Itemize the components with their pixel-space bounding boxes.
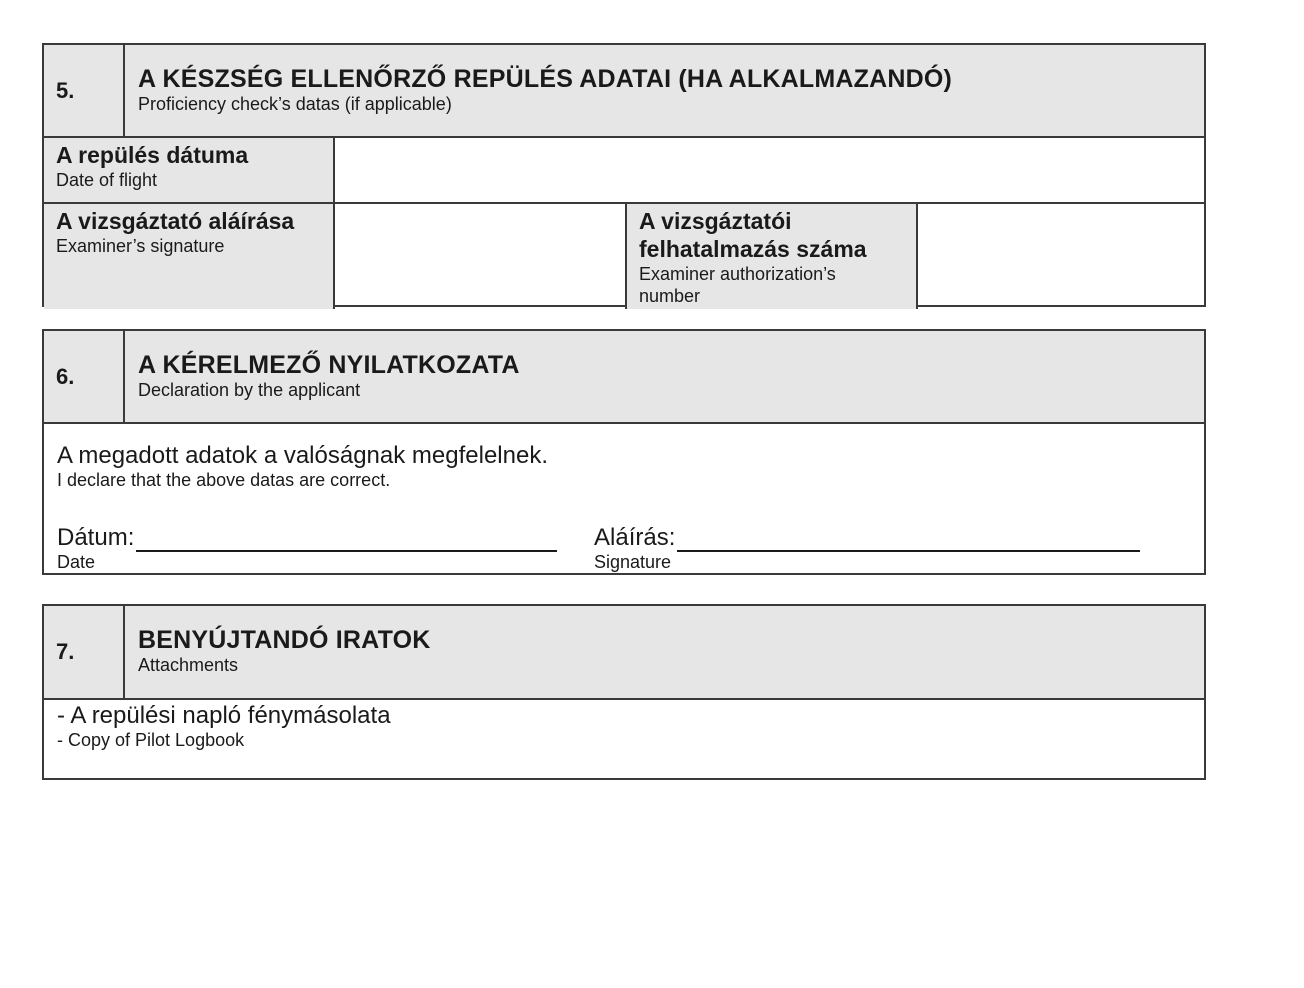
date-of-flight-label bbox=[44, 138, 335, 202]
section-title bbox=[125, 331, 520, 422]
date-of-flight-field[interactable] bbox=[335, 138, 1204, 202]
section-6-declaration bbox=[42, 329, 1206, 575]
examiner-authorization-label bbox=[627, 204, 918, 309]
section-title bbox=[125, 606, 431, 698]
signature-input-line[interactable] bbox=[677, 526, 1140, 552]
section-5-header bbox=[44, 45, 1204, 138]
date-label-en: Date bbox=[57, 552, 96, 572]
signature-label-hu: Aláírás: bbox=[594, 524, 676, 551]
examiner-signature-label-en: Examiner’s signature bbox=[56, 236, 225, 256]
signature-field bbox=[594, 524, 1140, 572]
examiner-signature-label-hu: A vizsgáztató aláírása bbox=[56, 208, 295, 234]
date-input-line[interactable] bbox=[136, 526, 557, 552]
declaration-statement-en: I declare that the above datas are correct. bbox=[57, 470, 391, 490]
section-title-hu: BENYÚJTANDÓ IRATOK bbox=[138, 626, 431, 654]
section-number: 6. bbox=[44, 331, 125, 422]
declaration-statement bbox=[44, 424, 1204, 490]
date-label-hu: Dátum: bbox=[57, 524, 135, 551]
examiner-row bbox=[44, 204, 1204, 309]
date-field bbox=[57, 524, 557, 572]
date-of-flight-label-hu: A repülés dátuma bbox=[56, 142, 249, 168]
declaration-statement-hu: A megadott adatok a valóságnak megfelelnek. bbox=[57, 442, 548, 469]
section-7-header bbox=[44, 606, 1204, 700]
examiner-signature-field[interactable] bbox=[335, 204, 627, 309]
examiner-authorization-field[interactable] bbox=[918, 204, 1204, 309]
section-7-attachments bbox=[42, 604, 1206, 780]
section-number: 5. bbox=[44, 45, 125, 136]
section-title bbox=[125, 45, 952, 136]
section-title-en: Declaration by the applicant bbox=[138, 380, 361, 400]
examiner-signature-label bbox=[44, 204, 335, 309]
signature-label-en: Signature bbox=[594, 552, 672, 572]
date-of-flight-label-en: Date of flight bbox=[56, 170, 158, 190]
attachment-list-item bbox=[44, 700, 1204, 750]
date-of-flight-row bbox=[44, 138, 1204, 204]
examiner-authorization-label-hu: A vizsgáztatói felhatalmazás száma bbox=[639, 208, 867, 262]
section-title-en: Proficiency check’s datas (if applicable) bbox=[138, 94, 452, 114]
section-5-proficiency-check bbox=[42, 43, 1206, 307]
section-6-header bbox=[44, 331, 1204, 424]
section-title-en: Attachments bbox=[138, 655, 239, 675]
attachment-item-en: - Copy of Pilot Logbook bbox=[57, 730, 245, 750]
attachment-item-hu: - A repülési napló fénymásolata bbox=[57, 702, 391, 729]
examiner-authorization-label-en: Examiner authorization’s number bbox=[639, 264, 836, 306]
section-number: 7. bbox=[44, 606, 125, 698]
section-title-hu: A KÉSZSÉG ELLENŐRZŐ REPÜLÉS ADATAI (HA ALKALMAZANDÓ) bbox=[138, 65, 953, 93]
section-title-hu: A KÉRELMEZŐ NYILATKOZATA bbox=[138, 351, 520, 379]
